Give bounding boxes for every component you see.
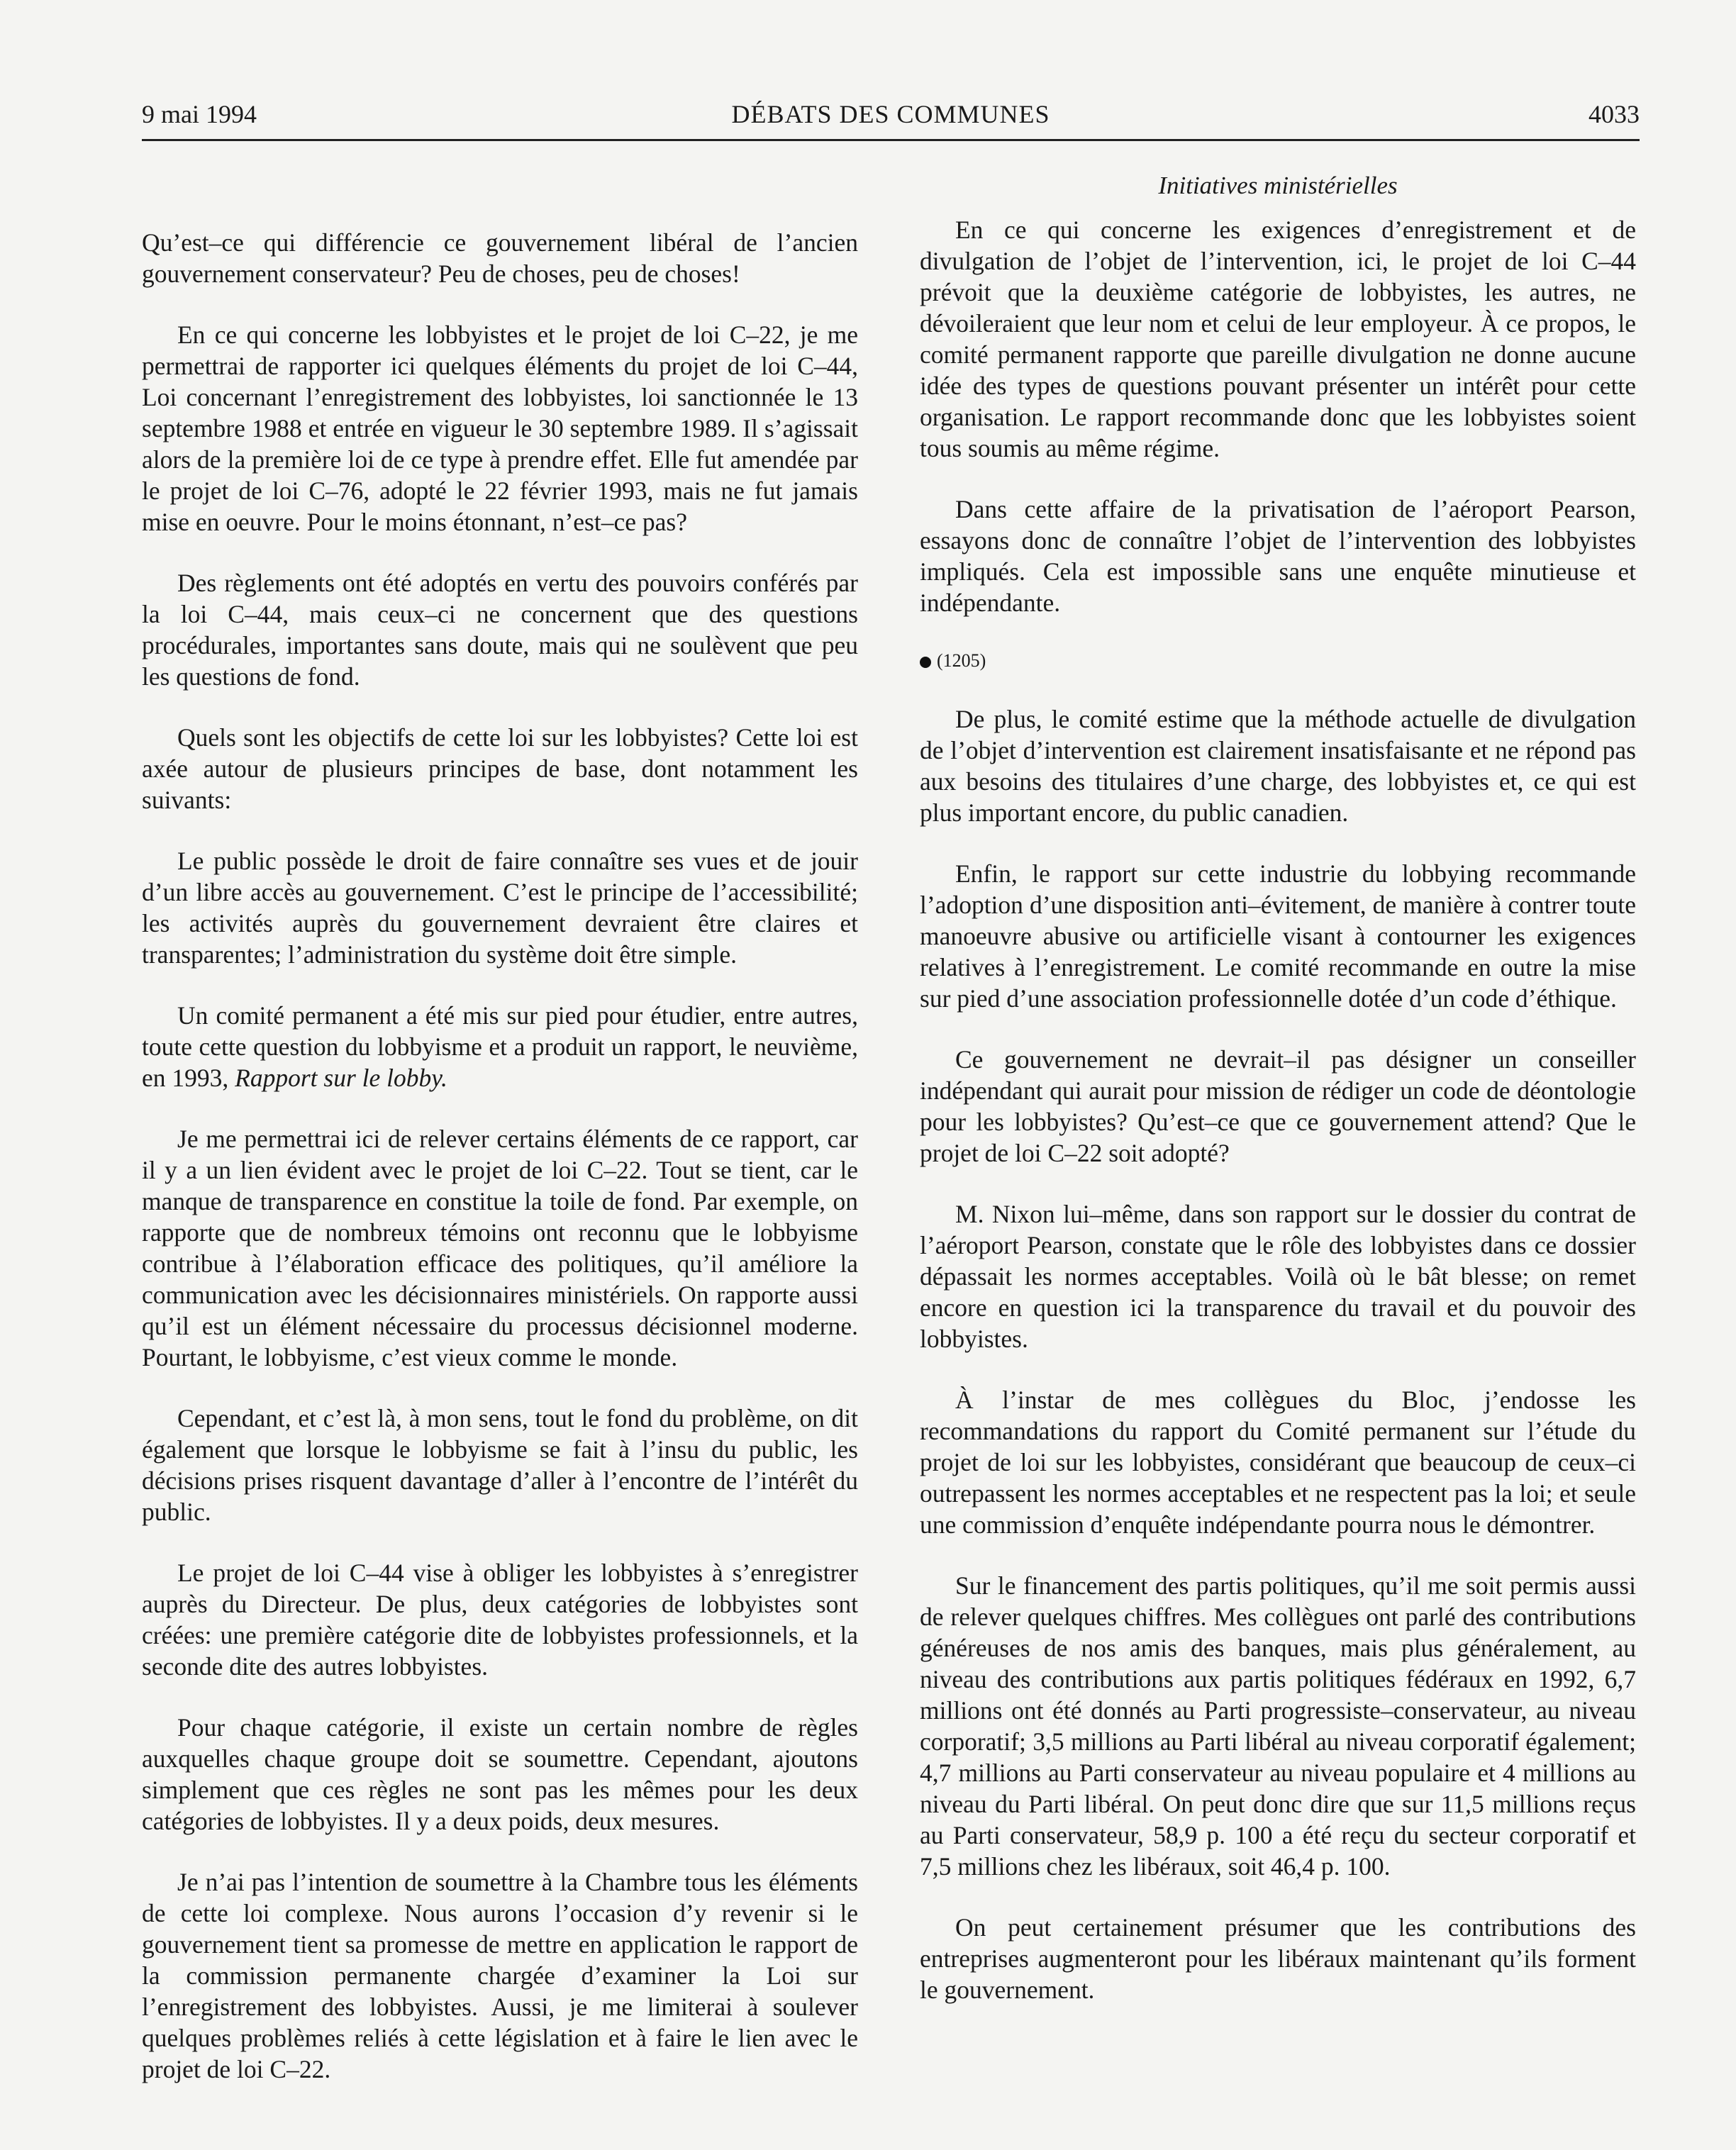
header-date: 9 mai 1994 bbox=[142, 100, 257, 128]
page-number: 4033 bbox=[1588, 100, 1640, 128]
paragraph: De plus, le comité estime que la méthode actuelle de divulgation de l’objet d’intervention est clairement insatisfaisante et ne répond pas aux besoins des titulaires d’une charge, des lobbyistes et, ce qui est plus important encore, du public canadien. bbox=[920, 705, 1636, 827]
report-title: Rapport sur le lobby. bbox=[235, 1064, 447, 1092]
left-column bbox=[142, 227, 858, 2115]
right-column bbox=[920, 170, 1636, 2035]
paragraph: Le projet de loi C–44 vise à obliger les lobbyistes à s’enregistrer auprès du Directeur. De plus, deux catégories de lobbyistes sont créées: une première catégorie dite de lobbyistes professionnels, et la seconde dite des autres lobbyistes. bbox=[142, 1559, 858, 1681]
paragraph: À l’instar de mes collègues du Bloc, j’endosse les recommandations du rapport du Comité permanent sur l’étude du projet de loi sur les lobbyistes, considérant que beaucoup de ceux–ci outrepassent les normes acceptables et ne respectent pas la loi; et seule une commission d’enquête indépendante pourra nous le démontrer. bbox=[920, 1386, 1636, 1539]
paragraph: Dans cette affaire de la privatisation de l’aéroport Pearson, essayons donc de connaître l’objet de l’intervention des lobbyistes impliqués. Cela est impossible sans une enquête minutieuse et indépendante. bbox=[920, 495, 1636, 617]
paragraph: Cependant, et c’est là, à mon sens, tout le fond du problème, on dit également que lorsque le lobbyisme se fait à l’insu du public, les décisions prises risquent davantage d’aller à l’encontre de l’intérêt du public. bbox=[142, 1404, 858, 1526]
paragraph: Sur le financement des partis politiques, qu’il me soit permis aussi de relever quelques chiffres. Mes collègues ont parlé des contributions généreuses de nos amis des banques, mais plus généralement, au niveau des contributions aux partis politiques fédéraux en 1992, 6,7 millions ont été donnés au Parti progressiste–conservateur, au niveau corporatif; 3,5 millions au Parti libéral au niveau corporatif également; 4,7 millions au Parti conservateur au niveau populaire et 4 millions au niveau du Parti libéral. On peut donc dire que sur 11,5 millions reçus au Parti conservateur, 58,9 p. 100 a été reçu du secteur corporatif et 7,5 millions chez les libéraux, soit 46,4 p. 100. bbox=[920, 1571, 1636, 1881]
time-marker bbox=[920, 648, 1636, 674]
paragraph: Le public possède le droit de faire connaître ses vues et de jouir d’un libre accès au gouvernement. C’est le principe de l’accessibilité; les activités auprès du gouvernement devraient être claires et transparentes; l’administration du système doit être simple. bbox=[142, 847, 858, 969]
paragraph: Ce gouvernement ne devrait–il pas désigner un conseiller indépendant qui aurait pour mission de rédiger un code de déontologie pour les lobbyistes? Qu’est–ce que ce gouvernement attend? Que le projet de loi C–22 soit adopté? bbox=[920, 1045, 1636, 1167]
paragraph: Enfin, le rapport sur cette industrie du lobbying recommande l’adoption d’une disposition anti–évitement, de manière à contrer toute manoeuvre abusive ou artificielle visant à contourner les exigences relatives à l’enregistrement. Le comité recommande en outre la mise sur pied d’une association professionnelle dotée d’un code d’éthique. bbox=[920, 859, 1636, 1013]
paragraph: En ce qui concerne les exigences d’enregistrement et de divulgation de l’objet de l’intervention, ici, le projet de loi C–44 prévoit que la deuxième catégorie de lobbyistes, les autres, ne dévoileraient que leur nom et celui de leur employeur. À ce propos, le comité permanent rapporte que pareille divulgation ne donne aucune idée des types de questions pouvant présenter un intérêt pour cette organisation. Le rapport recommande donc que les lobbyistes soient tous soumis au même régime. bbox=[920, 216, 1636, 462]
paragraph: Quels sont les objectifs de cette loi sur les lobbyistes? Cette loi est axée autour de plusieurs principes de base, dont notamment les suivants: bbox=[142, 723, 858, 814]
paragraph: Je me permettrai ici de relever certains éléments de ce rapport, car il y a un lien évident avec le projet de loi C–22. Tout se tient, car le manque de transparence en constitue la toile de fond. Par exemple, on rapporte que de nombreux témoins ont reconnu que le lobbyisme contribue à l’élaboration efficace des politiques, qu’il améliore la communication avec les décisionnaires ministériels. On rapporte aussi qu’il est un élément nécessaire du processus décisionnel moderne. Pourtant, le lobbyisme, c’est vieux comme le monde. bbox=[142, 1125, 858, 1371]
time-marker-text: (1205) bbox=[937, 650, 986, 671]
paragraph: Des règlements ont été adoptés en vertu des pouvoirs conférés par la loi C–44, mais ceux–ci ne concernent que des questions procédurales, importantes sans doute, mais qui ne soulèvent que peu les questions de fond. bbox=[142, 569, 858, 691]
paragraph bbox=[142, 1000, 858, 1093]
header-rule bbox=[142, 139, 1640, 141]
paragraph: M. Nixon lui–même, dans son rapport sur le dossier du contrat de l’aéroport Pearson, constate que le rôle des lobbyistes dans ce dossier dépassait les normes acceptables. Voilà où le bât blesse; on remet encore en question ici la transparence du travail et du pouvoir des lobbyistes. bbox=[920, 1200, 1636, 1353]
paragraph: On peut certainement présumer que les contributions des entreprises augmenteront pour les libéraux maintenant qu’ils forment le gouvernement. bbox=[920, 1913, 1636, 2004]
paragraph-text: Un comité permanent a été mis sur pied pour étudier, entre autres, toute cette question du lobbyisme et a produit un rapport, le neuvième, en 1993, bbox=[142, 1001, 858, 1092]
paragraph: Qu’est–ce qui différencie ce gouvernement libéral de l’ancien gouvernement conservateur? Peu de choses, peu de choses! bbox=[142, 228, 858, 288]
section-label: Initiatives ministérielles bbox=[1158, 172, 1398, 199]
header-title: DÉBATS DES COMMUNES bbox=[731, 100, 1050, 128]
paragraph: Je n’ai pas l’intention de soumettre à la Chambre tous les éléments de cette loi complexe. Nous aurons l’occasion d’y revenir si le gouvernement tient sa promesse de mettre en application le rapport de la commission permanente chargée d’examiner la Loi sur l’enregistrement des lobbyistes. Aussi, je me limiterai à soulever quelques problèmes reliés à cette législation et à faire le lien avec le projet de loi C–22. bbox=[142, 1868, 858, 2083]
page-header bbox=[142, 99, 1640, 142]
paragraph: En ce qui concerne les lobbyistes et le projet de loi C–22, je me permettrai de rapporter ici quelques éléments du projet de loi C–44, Loi concernant l’enregistrement des lobbyistes, loi sanctionnée le 13 septembre 1988 et entrée en vigueur le 30 septembre 1989. Il s’agissait alors de la première loi de ce type à prendre effet. Elle fut amendée par le projet de loi C–76, adopté le 22 février 1993, mais ne fut jamais mise en oeuvre. Pour le moins étonnant, n’est–ce pas? bbox=[142, 321, 858, 536]
bullet-icon bbox=[920, 657, 931, 668]
paragraph: Pour chaque catégorie, il existe un certain nombre de règles auxquelles chaque groupe doit se soumettre. Cependant, ajoutons simplement que ces règles ne sont pas les mêmes pour les deux catégories de lobbyistes. Il y a deux poids, deux mesures. bbox=[142, 1713, 858, 1835]
